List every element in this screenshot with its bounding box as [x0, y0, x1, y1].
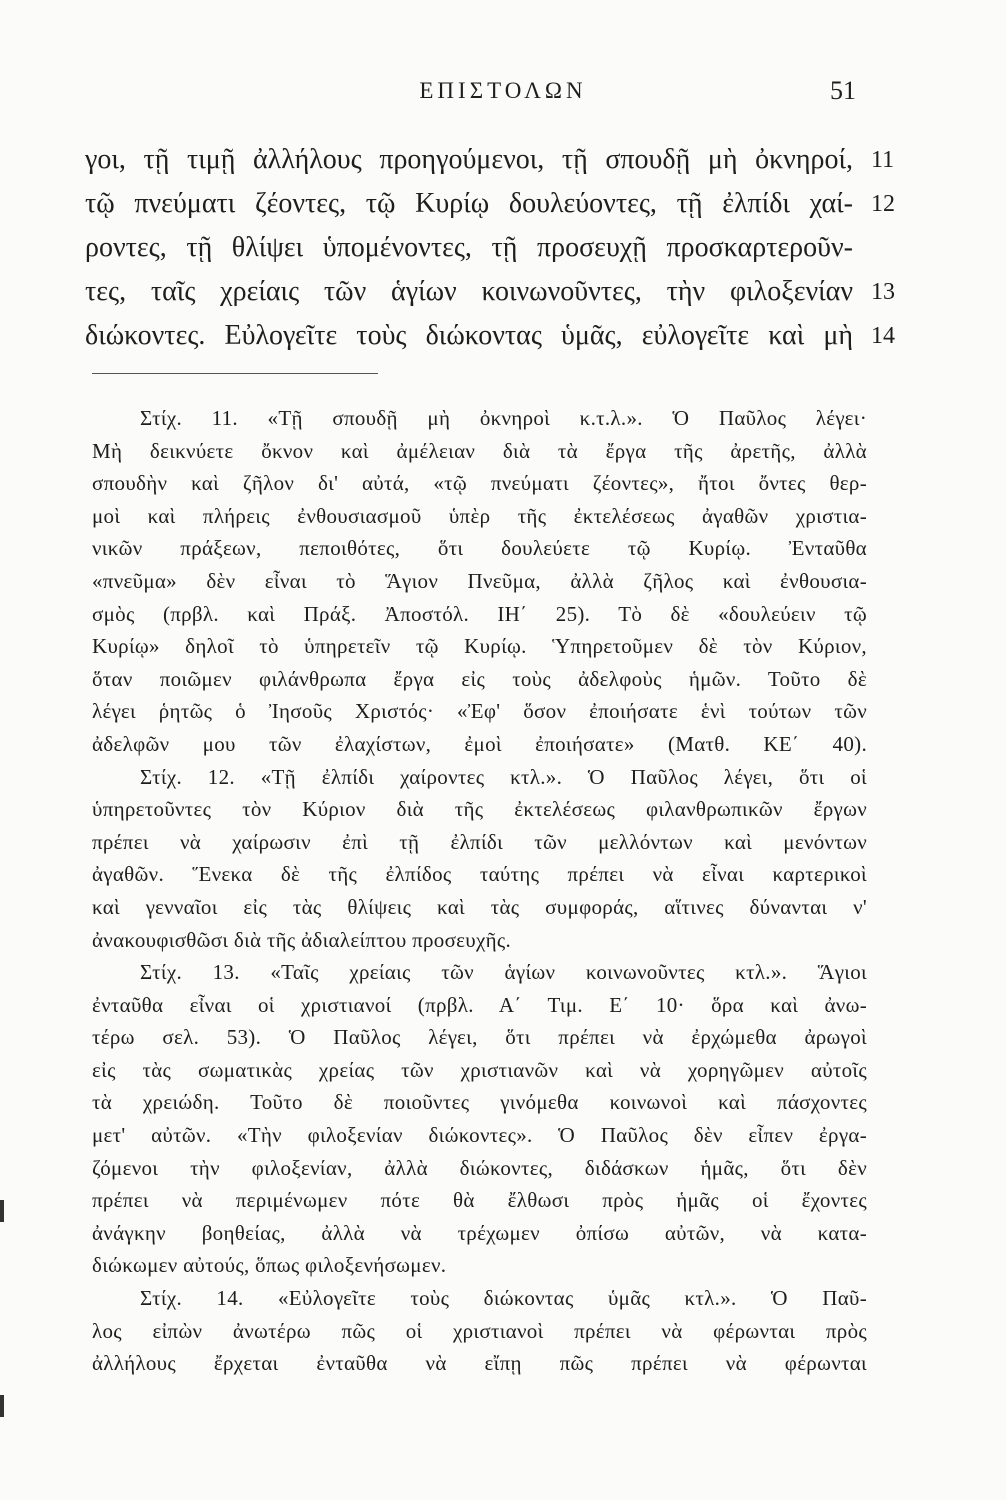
commentary-line: λέγει ῥητῶς ὁ Ἰησοῦς Χριστός· «Ἐφ' ὅσον ἐποιήσατε ἑνὶ τούτων τῶν [92, 699, 867, 724]
commentary-line: μετ' αὐτῶν. «Τὴν φιλοξενίαν διώκοντες». Ὁ Παῦλος δὲν εἶπεν ἐργα- [92, 1123, 867, 1148]
commentary-line: ζόμενοι τὴν φιλοξενίαν, ἀλλὰ διώκοντες, διδάσκων ἡμᾶς, ὅτι δὲν [92, 1155, 867, 1180]
verse-text: ροντες, τῇ θλίψει ὑπομένοντες, τῇ προσευχῇ προσκαρτεροῦν- [85, 232, 853, 263]
verse-line [85, 270, 895, 314]
commentary-line: Στίχ. 14. «Εὐλογεῖτε τοὺς διώκοντας ὑμᾶς κτλ.». Ὁ Παῦ- [140, 1286, 867, 1311]
commentary-line: Στίχ. 12. «Τῇ ἐλπίδι χαίροντες κτλ.». Ὁ Παῦλος λέγει, ὅτι οἱ [140, 764, 867, 789]
verse-line [85, 182, 895, 226]
verse-line [85, 138, 895, 182]
commentary-notes [92, 402, 867, 1380]
verse-text: τες, ταῖς χρείαις τῶν ἁγίων κοινωνοῦντες, τὴν φιλοξενίαν [85, 276, 853, 307]
verse-text: τῷ πνεύματι ζέοντες, τῷ Κυρίῳ δουλεύοντες, τῇ ἐλπίδι χαί- [85, 188, 853, 219]
commentary-line: μοὶ καὶ πλήρεις ἐνθουσιασμοῦ ὑπὲρ τῆς ἐκτελέσεως ἀγαθῶν χριστια- [92, 503, 867, 528]
commentary-line: Κυρίῳ» δηλοῖ τὸ ὑπηρετεῖν τῷ Κυρίῳ. Ὑπηρετοῦμεν δὲ τὸν Κύριον, [92, 634, 867, 659]
commentary-line: Μὴ δεικνύετε ὄκνον καὶ ἀμέλειαν διὰ τὰ ἔργα τῆς ἀρετῆς, ἀλλὰ [92, 438, 867, 463]
verse-line [85, 226, 853, 270]
commentary-line: εἰς τὰς σωματικὰς χρείας τῶν χριστιανῶν καὶ νὰ χορηγῶμεν αὐτοῖς [92, 1057, 867, 1082]
commentary-line: ἀνάγκην βοηθείας, ἀλλὰ νὰ τρέχωμεν ὀπίσω αὐτῶν, νὰ κατα- [92, 1220, 867, 1245]
commentary-line: ὑπηρετοῦντες τὸν Κύριον διὰ τῆς ἐκτελέσεως φιλανθρωπικῶν ἔργων [92, 797, 867, 822]
verse-line [85, 314, 895, 358]
commentary-line: σπουδὴν καὶ ζῆλον δι' αὐτά, «τῷ πνεύματι ζέοντες», ἤτοι ὄντες θερ- [92, 471, 867, 496]
commentary-line: ὅταν ποιῶμεν φιλάνθρωπα ἔργα εἰς τοὺς ἀδελφοὺς ἡμῶν. Τοῦτο δὲ [92, 666, 867, 691]
running-head: ΕΠΙΣΤΟΛΩΝ [419, 78, 587, 103]
verse-text: γοι, τῇ τιμῇ ἀλλήλους προηγούμενοι, τῇ σπουδῇ μὴ ὀκνηροί, [85, 144, 853, 175]
commentary-line: ἀγαθῶν. Ἕνεκα δὲ τῆς ἐλπίδος ταύτης πρέπει νὰ εἶναι καρτερικοὶ [92, 862, 867, 887]
commentary-line: λος εἰπὼν ἀνωτέρω πῶς οἱ χριστιανοὶ πρέπει νὰ φέρωνται πρὸς [92, 1318, 867, 1343]
commentary-line: Στίχ. 11. «Τῇ σπουδῇ μὴ ὀκνηροὶ κ.τ.λ.». Ὁ Παῦλος λέγει· [140, 406, 867, 430]
margin-mark [0, 1395, 4, 1417]
verse-number: 14 [871, 323, 895, 349]
verse-number: 13 [871, 279, 895, 305]
commentary-line: σμὸς (πρβλ. καὶ Πράξ. Ἀποστόλ. ΙΗ΄ 25). Τὸ δὲ «δουλεύειν τῷ [92, 601, 867, 626]
commentary-line: τέρω σελ. 53). Ὁ Παῦλος λέγει, ὅτι πρέπει νὰ ἐρχώμεθα ἀρωγοὶ [92, 1025, 867, 1050]
commentary-line: ἀδελφῶν μου τῶν ἐλαχίστων, ἐμοὶ ἐποιήσατε» (Ματθ. ΚΕ΄ 40). [92, 731, 867, 756]
epistle-text [85, 138, 895, 358]
page-header [0, 70, 1006, 110]
commentary-line: τὰ χρειώδη. Τοῦτο δὲ ποιοῦντες γινόμεθα κοινωνοὶ καὶ πάσχοντες [92, 1090, 867, 1115]
commentary-line: νικῶν πράξεων, πεποιθότες, ὅτι δουλεύετε τῷ Κυρίῳ. Ἐνταῦθα [92, 536, 867, 561]
page-number: 51 [830, 76, 856, 105]
verse-number: 11 [871, 147, 895, 173]
footnote-rule [92, 373, 378, 374]
commentary-line: ἀλλήλους ἔρχεται ἐνταῦθα νὰ εἴπῃ πῶς πρέπει νὰ φέρωνται [92, 1351, 867, 1376]
verse-number: 12 [871, 191, 895, 217]
commentary-line: διώκωμεν αὐτούς, ὅπως φιλοξενήσωμεν. [92, 1253, 447, 1278]
margin-mark [0, 1200, 4, 1222]
commentary-line: πρέπει νὰ περιμένωμεν πότε θὰ ἔλθωσι πρὸς ἡμᾶς οἱ ἔχοντες [92, 1188, 867, 1213]
commentary-line: «πνεῦμα» δὲν εἶναι τὸ Ἅγιον Πνεῦμα, ἀλλὰ ζῆλος καὶ ἐνθουσια- [92, 568, 867, 593]
commentary-line: Στίχ. 13. «Ταῖς χρείαις τῶν ἁγίων κοινωνοῦντες κτλ.». Ἅγιοι [140, 960, 867, 985]
verse-text: διώκοντες. Εὐλογεῖτε τοὺς διώκοντας ὑμᾶς, εὐλογεῖτε καὶ μὴ [85, 320, 853, 351]
commentary-line: ἐνταῦθα εἶναι οἱ χριστιανοί (πρβλ. Α΄ Τιμ. Ε΄ 10· ὅρα καὶ ἀνω- [92, 992, 867, 1017]
commentary-line: πρέπει νὰ χαίρωσιν ἐπὶ τῇ ἐλπίδι τῶν μελλόντων καὶ μενόντων [92, 829, 867, 854]
commentary-line: ἀνακουφισθῶσι διὰ τῆς ἀδιαλείπτου προσευχῆς. [92, 927, 512, 952]
commentary-line: καὶ γενναῖοι εἰς τὰς θλίψεις καὶ τὰς συμφοράς, αἵτινες δύνανται ν' [92, 894, 867, 919]
